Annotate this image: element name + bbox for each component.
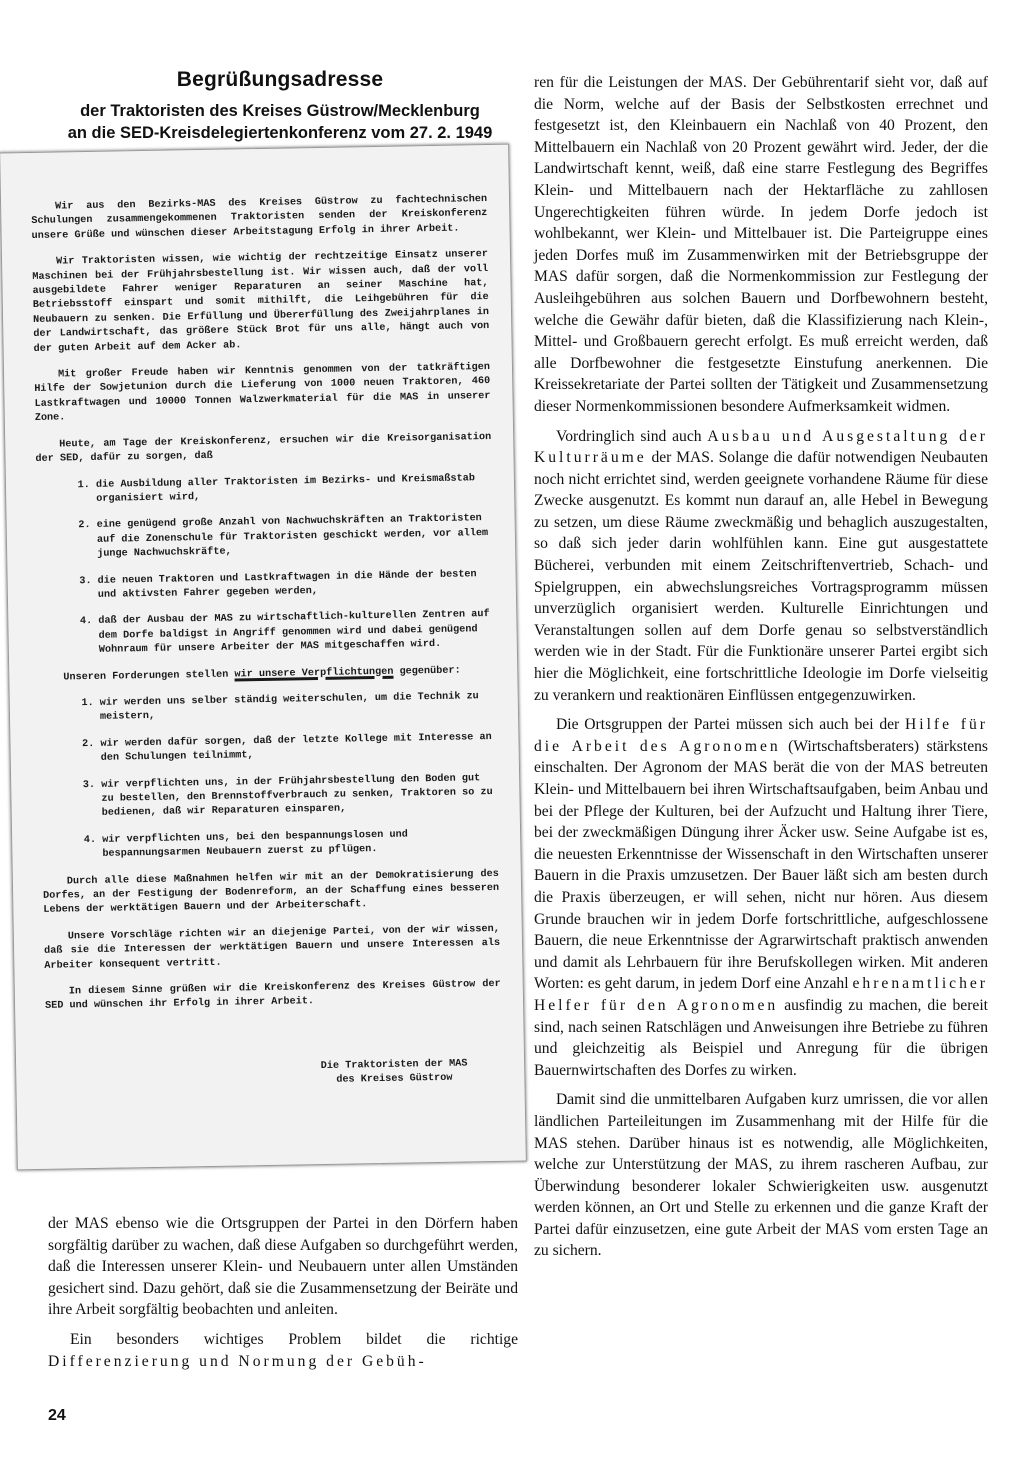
doc-p5-underlined: wir unsere Verpflichtungen <box>234 666 394 681</box>
left-paragraph-2 <box>48 1329 518 1372</box>
signature-line-1: Die Traktoristen der MAS <box>320 1058 468 1072</box>
list-item: 1. die Ausbildung aller Traktoristen im Bezirks- und Kreismaßstab organisiert wird, <box>96 471 492 507</box>
rp2-start: Vordringlich sind auch <box>556 427 708 445</box>
doc-paragraph-3: Mit großer Freude haben wir Kenntnis genommen von der tatkräftigen Hilfe der Sowjetunion durch die Lieferung von 1000 neuen Traktoren, 460 Lastkraftwagen und 10000 Tonnen Walzwerkmaterial für die MAS in unserer Zone. <box>34 362 491 425</box>
rp2-end: der MAS. Solange die dafür notwendigen Neubauten noch nicht errichtet sind, werden geeignete vorhandene Räume für diese Zwecke ausgenutzt. Es kommt nun darauf an, alle Hebel in Bewegung zu setzen, um diese Räume zweckmäßig und behaglich auszugestalten, so daß sich jeder darin wohlfühlen kann. Eine gut ausgestattete Bücherei, verbunden mit einem Zeitschriftenvertrieb, Schach- und Spielgruppen, ein abwechslungsreiches Vortragsprogramm müssen unverzüglich organisiert werden. Kulturelle Einrichtungen und Veranstaltungen sollen auf dem Dorfe genau so selbstverständlich werden wie in der Stadt. Für die Funktionäre unserer Partei ergibt sich hier die Möglichkeit, eine fortschrittliche Ideologie im Dorfe vielseitig zu verankern und reaktionären Einflüssen entgegenzuwirken. <box>534 449 988 704</box>
doc-paragraph-2: Wir Traktoristen wissen, wie wichtig der rechtzeitige Einsatz unserer Maschinen bei der Frühjahrsbestellung ist. Wir wissen auch, daß der voll ausgebildete Fahrer weniger Reparaturen an seiner Maschine hat, Betriebsstoff einspart und somit mithilft, die Leihgebühren für die Neubauern zu senken. Die Erfüllung und Übererfüllung des Zweijahrplanes in der Landwirtschaft, das größere Stück Brot für uns alle, hängt auch von der guten Arbeit auf dem Acker ab. <box>32 249 490 355</box>
lp2-start: Ein besonders wichtiges Problem bildet die richtige <box>70 1330 518 1348</box>
rp3-mid: (Wirtschaftsberaters) stärkstens einschalten. Der Agronom der MAS berät die von der MAS betreuten Klein- und Mittelbauern bei ihren Wirtschaftsaufgaben, beim Anbau und bei der Pflege der Kulturen, bei der Aufzucht und Haltung ihrer Tiere, bei der zweckmäßigen Düngung ihrer Äcker usw. Seine Aufgabe ist es, die neuesten Erkenntnisse der Wissenschaft in den Wirtschaften unserer Bauern in die Praxis umzusetzen. Der Bauer läßt sich am besten durch die Praxis überzeugen, er will sehen, nicht nur hören. Aus diesem Grunde brauchen wir in jedem Dorfe fortschrittliche, aufgeschlossene Bauern, die neue Erkenntnisse der Agrarwirtschaft praktisch anwenden und damit als Lehrbauern für ihre Berufskollegen wirken. Mit anderen Worten: es geht darum, in jedem Dorf eine Anzahl <box>534 737 988 993</box>
list-item: 1. wir werden uns selber ständig weiterschulen, um die Technik zu meistern, <box>100 690 496 726</box>
doc-pledges-list <box>40 690 499 864</box>
list-item: 4. daß der Ausbau der MAS zu wirtschaftlich-kulturellen Zentren auf dem Dorfe baldigst in Angriff genommen wird und dabei genügend Wohnraum für unsere Arbeiter der MAS mitgeschaffen wird. <box>98 608 495 658</box>
rp3-spaced: Hilfe für die Arbeit des Agronomen <box>534 716 988 755</box>
list-item: 3. wir verpflichten uns, in der Frühjahrsbestellung den Boden gut zu bestellen, den Brennstoffverbrauch zu senken, Traktoren so zu bedienen, daß wir Reparaturen einsparen, <box>101 772 498 822</box>
doc-requests-list <box>36 471 495 659</box>
doc-paragraph-6: Durch alle diese Maßnahmen helfen wir mit an der Demokratisierung des Dorfes, an der Festigung der Bodenreform, an der Schaffung eines besseren Lebens der werktätigen Bauern und der Arbeiterschaft. <box>43 868 500 917</box>
doc-paragraph-4: Heute, am Tage der Kreiskonferenz, ersuchen wir die Kreisorganisation der SED, dafür zu sorgen, daß <box>35 431 492 466</box>
typed-document-image <box>0 144 527 1171</box>
page-number: 24 <box>48 1407 66 1424</box>
doc-paragraph-8: In diesem Sinne grüßen wir die Kreiskonferenz des Kreises Güstrow der SED und wünschen ihr Erfolg in ihrer Arbeit. <box>44 978 501 1013</box>
doc-p5-start: Unseren Forderungen stellen <box>63 669 235 684</box>
rp3-end: ausfindig zu machen, die bereit sind, nach seinen Ratschlägen und Anweisungen ihre Betriebe zu führen und gleichzeitig als Beispiel und Anregung für die übrigen Bauernwirtschaften des Dorfes zu wirken. <box>534 996 989 1079</box>
lp2-spaced: Differenzierung und Normung der Gebüh- <box>48 1352 427 1370</box>
list-item: 2. eine genügend große Anzahl von Nachwuchskräften an Traktoristen auf die Zonenschule für Traktoristen geschickt werden, vor allem junge Nachwuchskräfte, <box>97 512 494 562</box>
rp3-spaced-2: ehrenamtlicher Helfer für den Agronomen <box>534 975 988 1014</box>
left-paragraph-1: der MAS ebenso wie die Ortsgruppen der Partei in den Dörfern haben sorgfältig darüber zu wachen, daß diese Aufgaben so durchgeführt werden, daß die Interessen unserer Klein- und Neubauern unter allen Umständen gesichert sind. Dazu gehört, daß sie die Zusammensetzung der Beiräte und ihre Arbeit sorgfältig beobachten und anleiten. <box>48 1215 518 1319</box>
right-paragraph-3 <box>534 714 988 1081</box>
right-paragraph-2 <box>534 426 988 707</box>
right-paragraph-4: Damit sind die unmittelbaren Aufgaben kurz umrissen, die vor allen ländlichen Parteileitungen im Zusammenhang mit der Hilfe für die MAS stehen. Darüber hinaus ist es notwendig, alle Möglichkeiten, welche zur Unterstützung der MAS, zu ihrem rascheren Aufbau, zur Überwindung besonderer lokaler Schwierigkeiten usw. ausgenutzt werden können, an Ort und Stelle zu erkennen und die ganze Kraft der Partei dafür einzusetzen, eine gute Arbeit der MAS vom ersten Tage an zu sichern. <box>534 1091 988 1260</box>
doc-signature <box>286 1057 502 1090</box>
subtitle-line-2: an die SED-Kreisdelegiertenkonferenz vom 27. 2. 1949 <box>67 124 493 142</box>
page-title: Begrüßungsadresse <box>176 68 384 91</box>
subtitle-line-1: der Traktoristen des Kreises Güstrow/Mecklenburg <box>80 102 480 120</box>
heading-block <box>40 68 520 144</box>
rp2-spaced: Ausbau und Ausgestaltung der Kulturräume <box>534 427 988 467</box>
doc-intro: Wir aus den Bezirks-MAS des Kreises Güstrow zu fachtechnischen Schulungen zusammengekommenen Traktoristen senden der Kreiskonferenz unsere Grüße und wünschen dieser Arbeitstagung Erfolg in ihrer Arbeit. <box>31 194 488 242</box>
list-item: 3. die neuen Traktoren und Lastkraftwagen in die Hände der besten und aktivsten Fahrer gegeben werden, <box>98 567 494 603</box>
list-item: 4. wir verpflichten uns, bei den bespannungslosen und bespannungsarmen Neubauern zuerst zu pflügen. <box>102 827 498 863</box>
left-bottom-column <box>48 1213 518 1380</box>
doc-paragraph-7: Unsere Vorschläge richten wir an diejenige Partei, von der wir wissen, daß sie die Interessen der werktätigen Bauern und unsere Interessen als Arbeiter konsequent vertritt. <box>44 923 501 972</box>
signature-line-2: des Kreises Güstrow <box>336 1073 453 1087</box>
right-paragraph-1: ren für die Leistungen der MAS. Der Gebührentarif sieht vor, daß auf die Norm, welche auf der Basis der Selbstkosten errechnet und festgesetzt ist, den Kleinbauern ein Nachlaß von 40 Prozent, den Mittelbauern ein Nachlaß von 20 Prozent gewährt wird. Jeder, der die Landwirtschaft kennt, weiß, daß eine starre Festlegung des Begriffes Klein- und Mittelbauern nach der Hektarfläche zu zahllosen Ungerechtigkeiten führen würde. In jedem Dorfe jedoch ist wohlbekannt, wer Klein- und Mittelbauer ist. Die Parteigruppe eines jeden Dorfes muß im Zusammenwirken mit der Betriebsgruppe der MAS dafür sorgen, daß die Normenkommission zur Festlegung der Ausleihgebühren aus solchen Bauern und Dorfbewohnern besteht, welche die Gewähr dafür bieten, daß die Klassifizierung nach Klein-, Mittel- und Großbauern gerecht erfolgt. Es muß erreicht werden, daß alle Dorfbewohner die festgesetzte Einstufung anerkennen. Die Kreissekretariate der Partei sollten der Tätigkeit und Zusammensetzung dieser Normenkommissionen besondere Aufmerksamkeit widmen. <box>534 74 988 415</box>
list-item: 2. wir werden dafür sorgen, daß der letzte Kollege mit Interesse an den Schulungen teilnimmt, <box>100 731 496 767</box>
right-column <box>534 72 988 1270</box>
rp3-start: Die Ortsgruppen der Partei müssen sich auch bei der <box>556 716 905 734</box>
doc-paragraph-5 <box>39 664 495 686</box>
doc-p5-end: gegenüber: <box>393 665 461 678</box>
